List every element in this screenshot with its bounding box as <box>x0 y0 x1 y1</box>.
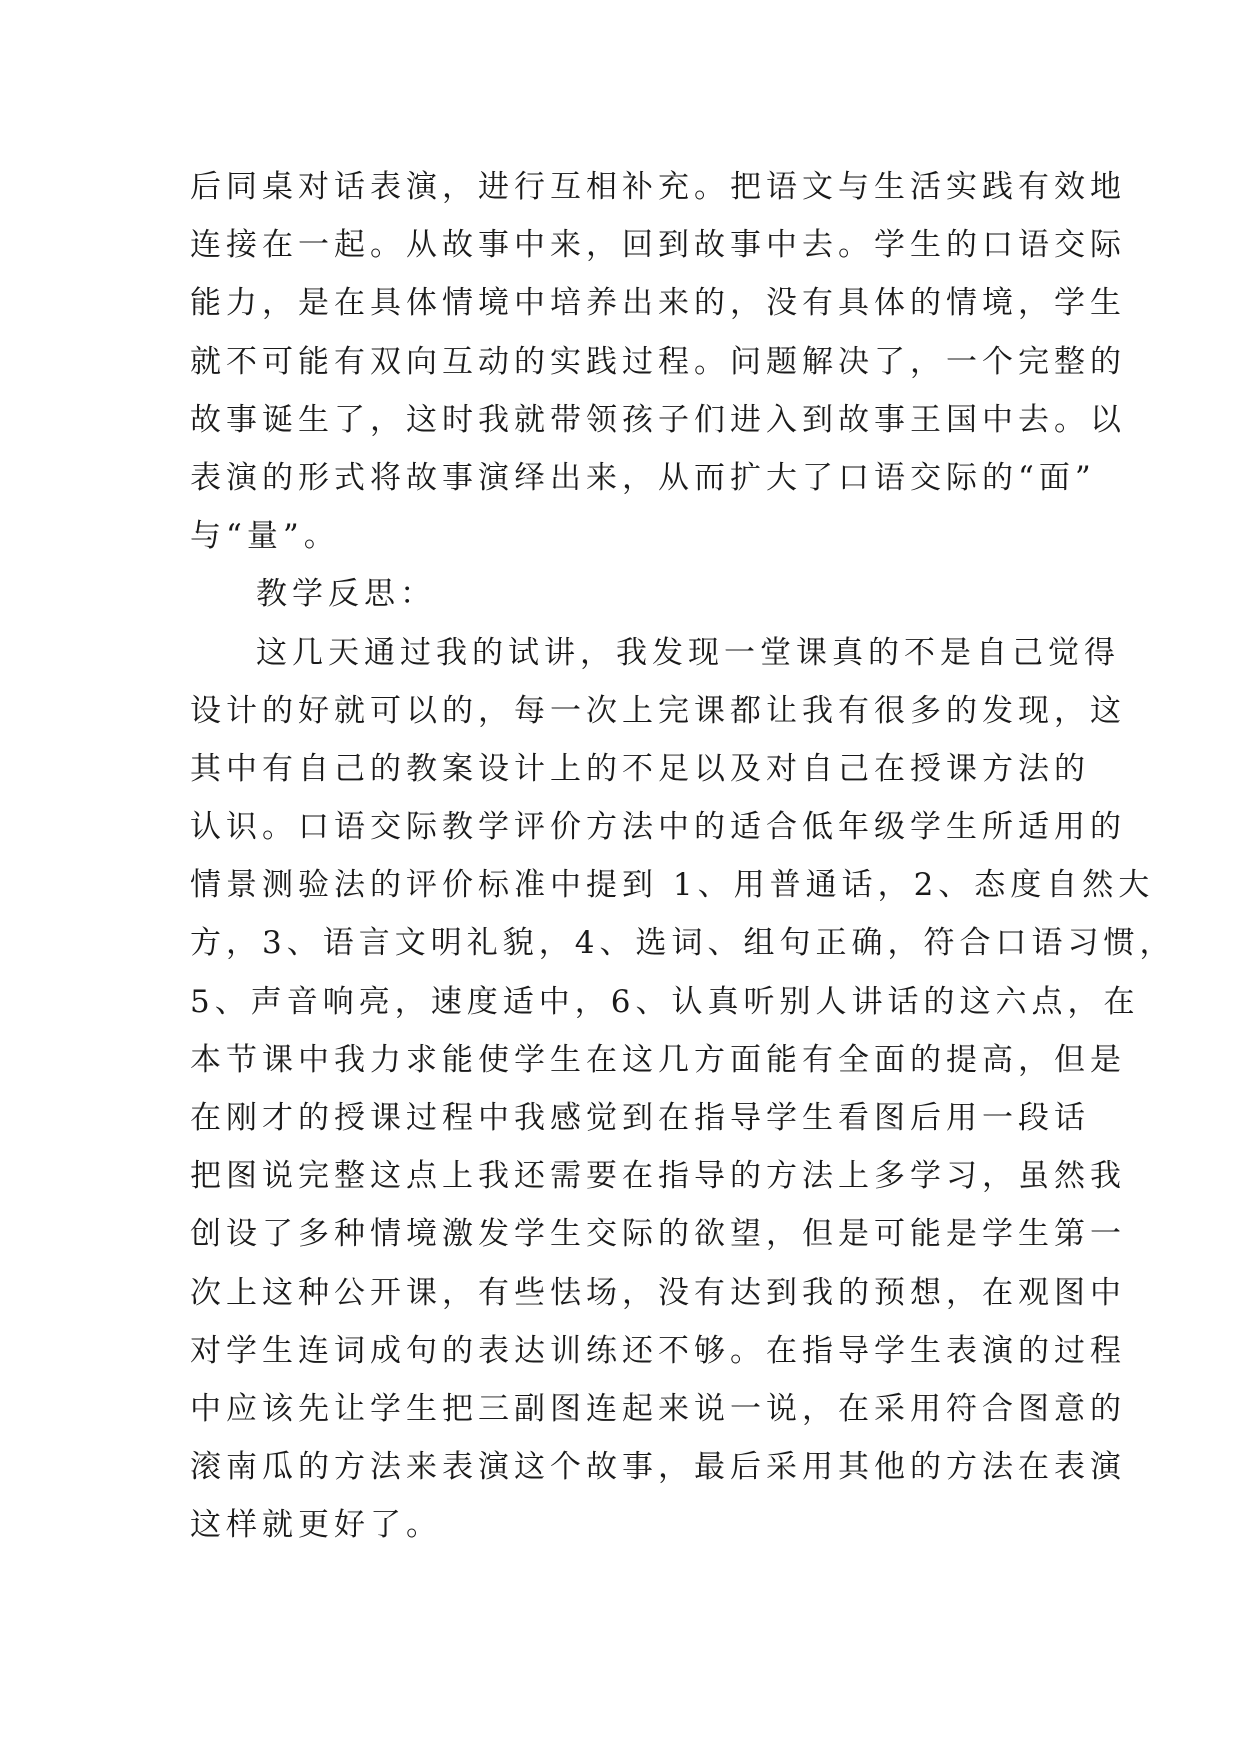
paragraph-start-line: 这几天通过我的试讲，我发现一堂课真的不是自己觉得 <box>256 634 1120 671</box>
text-line: 在刚才的授课过程中我感觉到在指导学生看图后用一段话 <box>190 1100 1090 1136</box>
text-line: 本节课中我力求能使学生在这几方面能有全面的提高，但是 <box>190 1041 1126 1078</box>
text-line: 滚南瓜的方法来表演这个故事，最后采用其他的方法在表演 <box>190 1449 1126 1486</box>
text-line: 认识。口语交际教学评价方法中的适合低年级学生所适用的 <box>190 809 1126 846</box>
text-line: 就不可能有双向互动的实践过程。问题解决了，一个完整的 <box>190 343 1126 380</box>
text-line: 中应该先让学生把三副图连起来说一说，在采用符合图意的 <box>190 1390 1126 1427</box>
text-line: 故事诞生了，这时我就带领孩子们进入到故事王国中去。以 <box>190 401 1126 438</box>
text-line: 创设了多种情境激发学生交际的欲望，但是可能是学生第一 <box>190 1216 1126 1253</box>
section-heading: 教学反思： <box>256 576 436 613</box>
text-line: 连接在一起。从故事中来，回到故事中去。学生的口语交际 <box>190 227 1126 264</box>
text-line: 把图说完整这点上我还需要在指导的方法上多学习，虽然我 <box>190 1158 1126 1195</box>
text-line: 其中有自己的教案设计上的不足以及对自己在授课方法的 <box>190 750 1090 787</box>
text-line: 情景测验法的评价标准中提到 1、用普通话，2、态度自然大 <box>190 867 1155 904</box>
text-line: 次上这种公开课，有些怯场，没有达到我的预想，在观图中 <box>190 1274 1126 1311</box>
text-line: 这样就更好了。 <box>190 1507 442 1544</box>
text-line: 表演的形式将故事演绎出来，从而扩大了口语交际的“面” <box>190 459 1096 496</box>
text-line: 设计的好就可以的，每一次上完课都让我有很多的发现，这 <box>190 692 1126 729</box>
text-line: 方，3、语言文明礼貌，4、选词、组句正确，符合口语习惯， <box>190 925 1176 962</box>
text-line: 后同桌对话表演，进行互相补充。把语文与生活实践有效地 <box>190 169 1126 205</box>
text-line: 5、声音响亮，速度适中，6、认真听别人讲话的这六点，在 <box>190 983 1140 1020</box>
text-line: 与“量”。 <box>190 518 340 555</box>
text-line: 能力，是在具体情境中培养出来的，没有具体的情境，学生 <box>190 285 1126 322</box>
text-line: 对学生连词成句的表达训练还不够。在指导学生表演的过程 <box>190 1332 1126 1369</box>
body-text <box>190 158 1176 1555</box>
